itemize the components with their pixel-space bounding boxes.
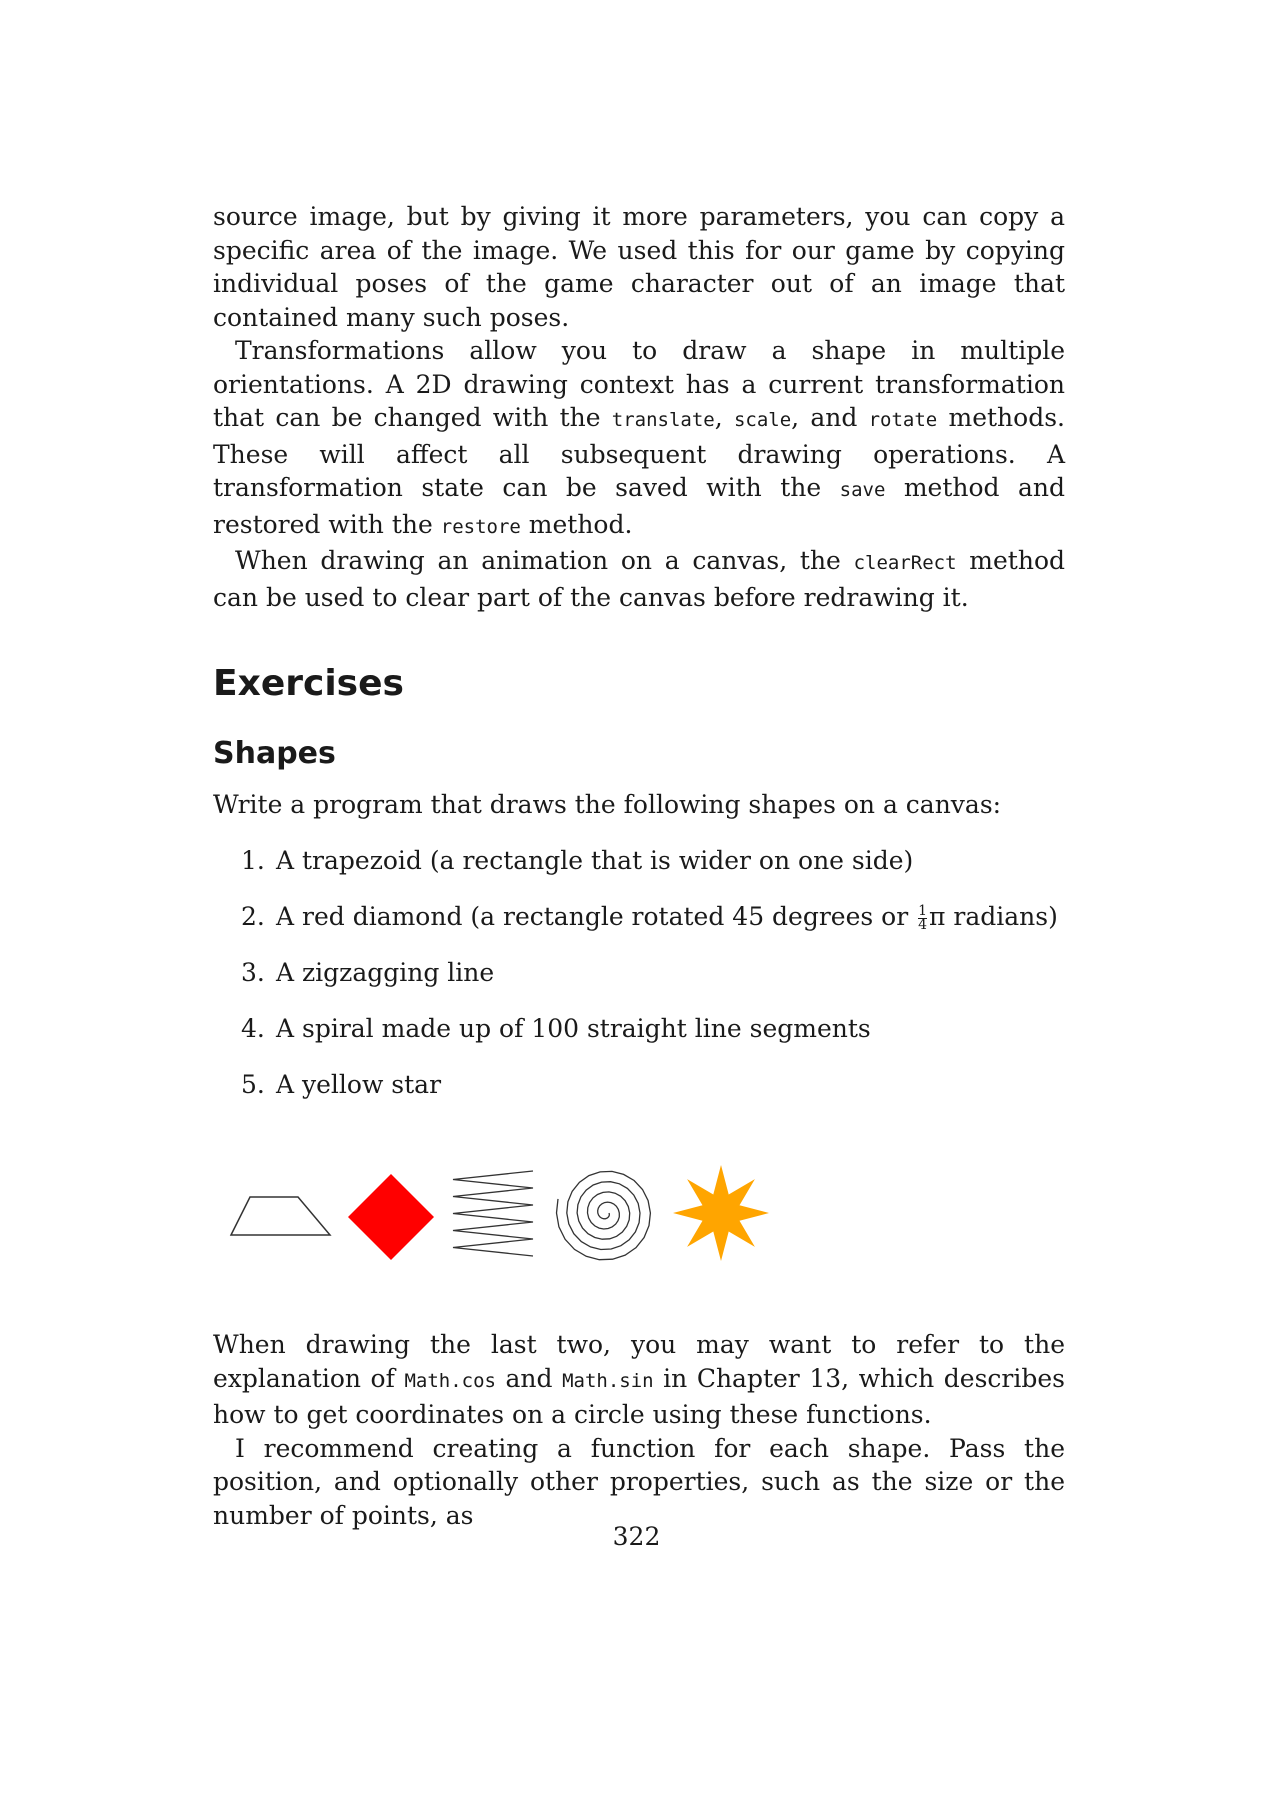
page-content (213, 200, 1065, 1532)
list-item (213, 956, 1065, 990)
zigzag-line (453, 1171, 533, 1256)
text-run: and (495, 1363, 563, 1393)
code-restore: restore (440, 515, 521, 538)
code-translate: translate (611, 409, 715, 431)
list-text: A spiral made up of 100 straight line segments (276, 1013, 871, 1043)
text-run: method can be used to clear part of the canvas before redrawing it. (213, 546, 1066, 612)
code-math-sin: Math.sin (562, 1369, 654, 1392)
text-run: When drawing the last two, you may want to refer to the explanation of (213, 1330, 1065, 1393)
trapezoid-shape (231, 1197, 330, 1235)
text-run: methods. These will affect all subsequent drawing operations. A transformation state can be saved with the (213, 403, 1065, 502)
code-rotate: rotate (868, 409, 938, 431)
list-text: A red diamond (a rectangle rotated 45 degrees or (276, 901, 917, 931)
list-item (213, 1068, 1065, 1102)
text-run: , and (791, 403, 869, 432)
list-text: π radians) (929, 901, 1058, 931)
code-clearrect: clearRect (853, 552, 957, 574)
list-text: A yellow star (276, 1069, 442, 1099)
page-number: 322 (612, 1522, 661, 1551)
exercise-intro: Write a program that draws the following shapes on a canvas: (213, 790, 1002, 819)
text-run: method and restored with the (213, 473, 1066, 539)
list-number: 2. (241, 901, 265, 931)
paragraph (213, 334, 1065, 544)
text-run: , (714, 403, 734, 432)
yellow-star-shape (673, 1165, 769, 1261)
list-number: 3. (241, 957, 265, 987)
text-run: When drawing an animation on a canvas, the (235, 546, 854, 575)
code-save: save (839, 479, 886, 501)
paragraph (213, 1328, 1065, 1432)
red-diamond-shape (348, 1174, 434, 1260)
code-scale: scale (733, 409, 792, 431)
list-number: 1. (241, 845, 265, 875)
text-run: method. (520, 509, 633, 539)
paragraph: I recommend creating a function for each shape. Pass the position, and optionally other properties, such as the size or the number of points, as (213, 1433, 1065, 1530)
list-item (213, 1012, 1065, 1046)
spiral-shape (557, 1171, 651, 1259)
text-run: in Chapter 13, which describes how to get coordinates on a circle using these functions. (213, 1363, 1066, 1429)
paragraph: source image, but by giving it more parameters, you can copy a specific area of the image. We used this for our game by copying individual poses of the game character out of an image that contained many such poses. (213, 202, 1065, 332)
shape-list (213, 844, 1065, 1102)
subsection-title: Shapes (213, 736, 336, 771)
shapes-illustration (213, 1151, 1065, 1276)
paragraph (213, 544, 1065, 614)
section-title: Exercises (213, 663, 404, 704)
fraction-numerator: 1 (918, 902, 928, 919)
list-number: 5. (241, 1069, 265, 1099)
list-item (213, 844, 1065, 878)
list-number: 4. (241, 1013, 265, 1043)
text-run: Transformations allow you to draw a shape in multiple orientations. A 2D drawing context has a current transformation that can be changed with the (213, 336, 1065, 432)
shapes-figure (213, 1151, 823, 1276)
fraction-denominator: 4 (918, 916, 928, 933)
fraction (918, 902, 928, 933)
list-item (213, 900, 1065, 934)
list-text: A trapezoid (a rectangle that is wider on one side) (276, 845, 914, 875)
code-math-cos: Math.cos (404, 1369, 496, 1392)
list-text: A zigzagging line (276, 957, 495, 987)
